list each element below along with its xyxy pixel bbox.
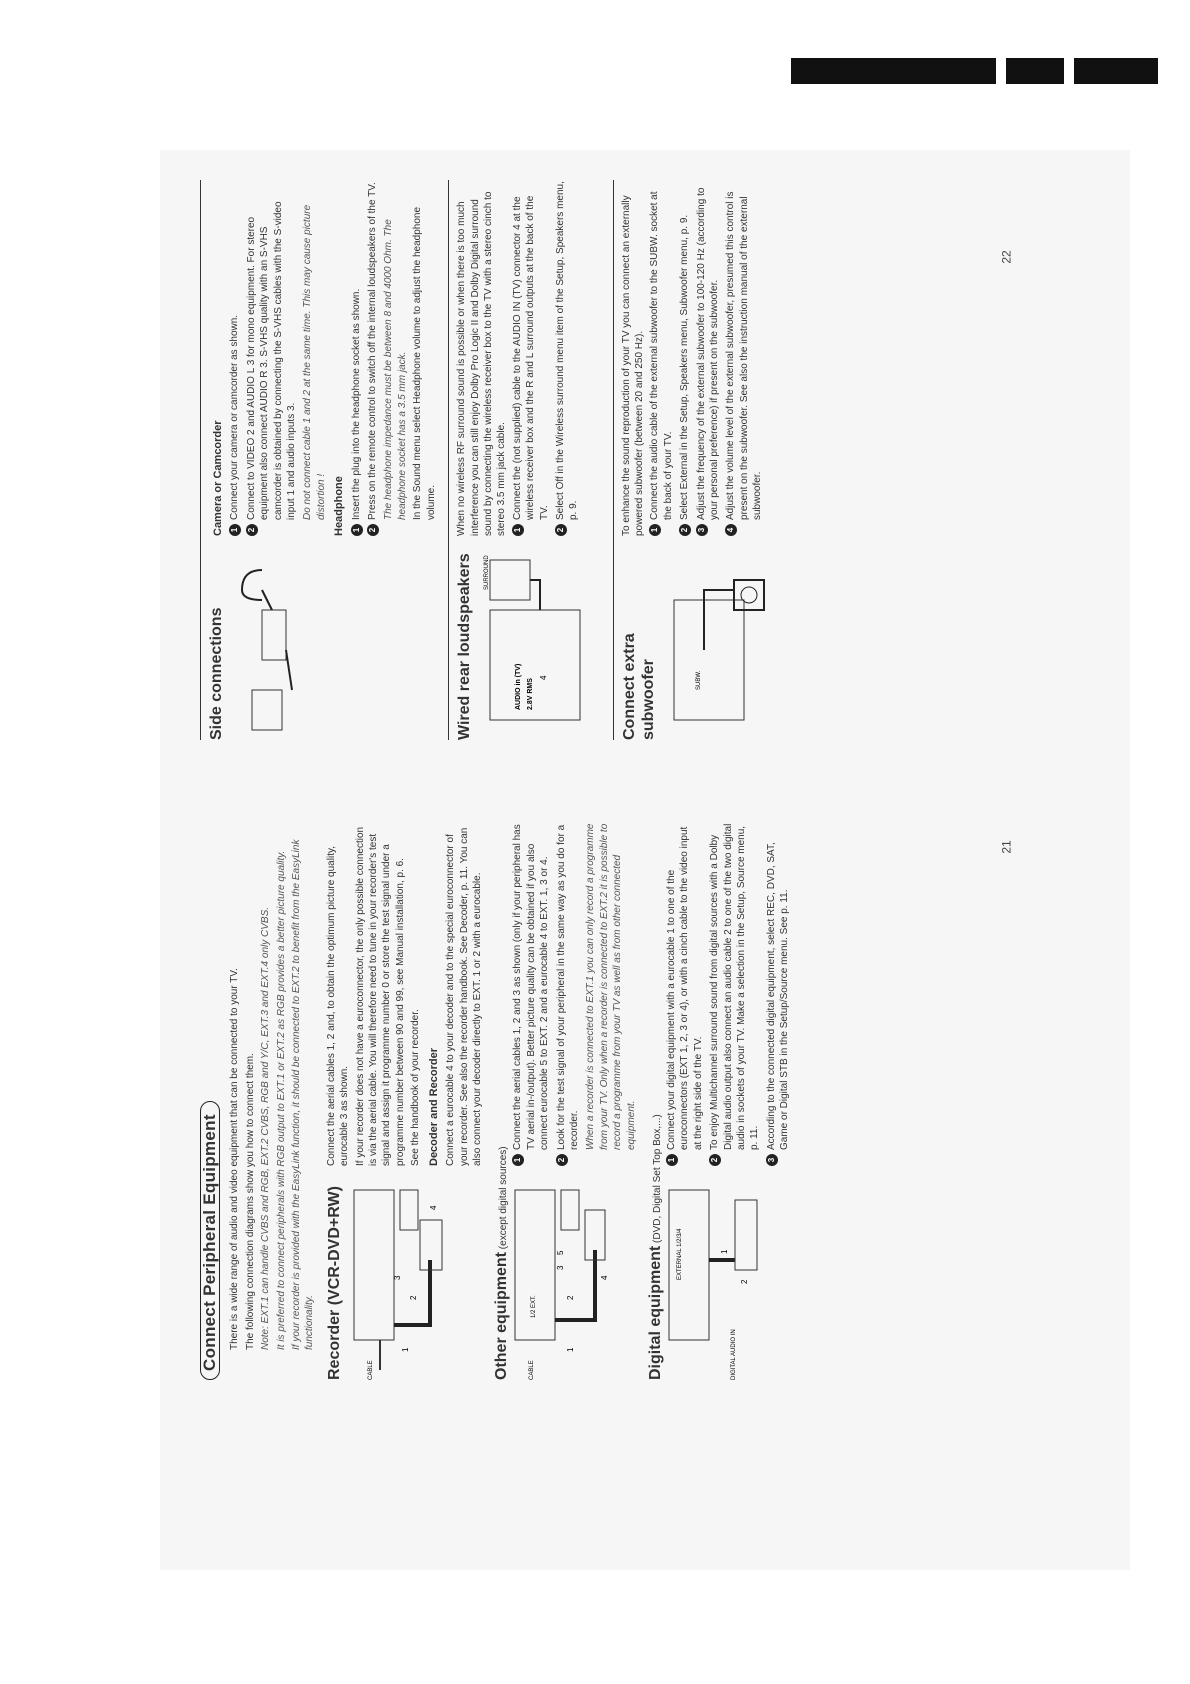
headphone-step: Insert the plug into the headphone socket as shown. — [350, 288, 362, 520]
wired-step: Select Off in the Wireless surround menu item of the Setup, Speakers menu, p. 9. — [554, 181, 580, 520]
fig-label: CABLE — [529, 1360, 536, 1380]
wired-step: Connect the (not supplied) cable to the AUDIO IN (TV) connector 4 at the wireless receiver box and the R and L surround outputs at the back of the TV. — [511, 195, 550, 520]
fig-label: 4 — [600, 1275, 610, 1280]
other-step: Look for the test signal of your peripheral in the same way as you do for a recorder. — [555, 824, 580, 1150]
camera-step: Connect to VIDEO 2 and AUDIO L 3 for mono equipment. For stereo equipment also connect AUDIO R 3. S-VHS quality with an S-VHS camcorder is obtained by connecting the S-VHS cables with the S-video input 1 and audio inputs 3. — [245, 201, 298, 520]
headphone-step: Press on the remote control to switch off the internal loudspeakers of the TV. — [367, 182, 379, 520]
fig-label: 2.8V RMS — [527, 678, 535, 710]
wired-title: Wired rear loudspeakers — [456, 553, 474, 740]
other-subtitle: (except digital sources) — [498, 1146, 510, 1250]
other-title: Other equipment — [493, 1251, 511, 1380]
header-tab-2 — [1006, 58, 1064, 84]
fig-label: 3 — [392, 1275, 402, 1280]
camera-step: Connect your camera or camcorder as shown. — [229, 314, 241, 520]
fig-label: 4 — [428, 1205, 438, 1210]
camera-title: Camera or Camcorder — [212, 420, 224, 536]
digital-subtitle: (DVD, Digital Set Top Box,...) — [651, 1114, 663, 1243]
side-diagram — [232, 550, 322, 740]
note-line: It is preferred to connect peripherals with RGB output to EXT.1 or EXT.2 as RGB provides a better picture quality. — [275, 850, 287, 1350]
recorder-diagram — [350, 1180, 450, 1380]
wired-diagram — [480, 550, 600, 740]
subwoofer-step: Select External in the Setup, Speakers menu, Subwoofer menu, p. 9. — [679, 214, 691, 520]
subwoofer-intro: To enhance the sound reproduction of your TV you can connect an externally powered subwoofer (between 20 and 250 Hz). — [620, 195, 645, 536]
subwoofer-diagram — [664, 550, 774, 740]
other-diagram — [511, 1180, 611, 1380]
fig-label: SURROUND — [484, 555, 491, 590]
page-title: Connect Peripheral Equipment — [200, 1101, 220, 1380]
page-22: Side connections Camera or Camcorder 1 Connect your camera or camcorder as shown. 2 Connect to VIDEO 2 and AUDIO L 3 for mono equipment. For stereo equipment also connect AUDIO R 3. S-VHS quality with an S-VHS camcorder is obtained by connecting the S-VHS cables with the S-video input 1 and audio inputs 3. Do not connect cable 1 and 2 at the same time. This may cause picture distortion ! Headphone 1 Insert the plug into the headphone socket as shown. 2 Press on the remote control to switch off the internal loudspeakers of the TV. The headphone impedance must be between 8 and 4000 Ohm. The headphone socket has a 3.5 mm jack. In the Sound menu select Headphone volume to adjust the headphone volume. Wired rear loudspeakers SURROUND AUDIO in (TV) 2.8V RMS 4 When no wireless RF surround sound is possible or when there is too much interference you can still enjoy Dolby Pro Logic II and Dolby Digital surround sound by connecting the wireless receiver box to the TV with a stereo cinch to stereo 3.5 mm jack cable. 1 Connect the (not supplied) cable to the AUDIO IN (TV) connector 4 at the wireless receiver box and the R and L surround outputs at the back of the TV. 2 Select Off in the Wireless surround menu item of the Setup, Speakers menu, p. 9. Connect extra subwoofer SUBW. To enhance the sound reproduction of your TV you can connect an externally powered subwoofer (between 20 and 250 Hz). 1 Connect the audio cable of the external subwoofer to the SUBW. socket at the back of your TV. 2 Select External in the Setup, Speakers menu, Subwoofer menu, p. 9. 3 Adjust the frequency of the external subwoofer to 100-120 Hz (according to your personal preference) if present on the subwoofer. 4 Adjust the volume level of the external subwoofer, presumed this control is present on the subwoofer. See also the instruction manual of the external subwoofer. — [200, 180, 778, 740]
fig-label: 2 — [566, 1295, 576, 1300]
header-tab-3 — [1074, 58, 1158, 84]
wired-intro: When no wireless RF surround sound is possible or when there is too much interference you can still enjoy Dolby Pro Logic II and Dolby Digital surround sound by connecting the wireless receiver box to the TV with a stereo cinch to stereo 3.5 mm jack cable. — [456, 191, 508, 536]
header-tab-1 — [791, 58, 996, 84]
subwoofer-title: Connect extra subwoofer — [620, 633, 657, 740]
fig-label: 4 — [539, 675, 549, 680]
fig-label: SUBW. — [695, 670, 702, 690]
header-tabs — [791, 58, 1158, 84]
digital-step: Connect your digital equipment with a eurocable 1 to one of the euroconnectors (EXT 1, 2, 3 or 4), or with a cinch cable to the video input at the right side of the TV. — [665, 826, 704, 1150]
headphone-note: The headphone impedance must be between 8 and 4000 Ohm. The headphone socket has a 3.5 mm jack. — [383, 219, 408, 520]
digital-diagram — [665, 1180, 765, 1380]
decoder-text: Connect a eurocable 4 to your decoder and to the special euroconnector of your recorder. See also the recorder handbook. See Decoder, p. 11. You can also connect your decoder directly to EXT. 1 or 2 with a eurocable. — [445, 827, 483, 1166]
note-line: Note: EXT.1 can handle CVBS and RGB, EXT.2 CVBS, RGB and Y/C, EXT.3 and EXT.4 only CVBS. — [260, 906, 272, 1350]
page-21: Connect Peripheral Equipment There is a wide range of audio and video equipment that can be connected to your TV. The following connection diagrams show you how to connect them. Note: EXT.1 can handle CVBS and RGB, EXT.2 CVBS, RGB and Y/C, EXT.3 and EXT.4 only CVBS. It is preferred to connect peripherals with RGB output to EXT.1 or EXT.2 as RGB provides a better picture quality. If your recorder is provided with the EasyLink function, it should be connected to EXT.2 to benefit from the EasyLink functionality. Recorder (VCR-DVD+RW) CABLE 1 2 3 4 Connect the aerial cables 1, 2 and, to obtain the optimum picture quality, eurocable 3 as shown. If your recorder does not have a euroconnector, the only possible connection is via the aerial cable. You will therefore need to tune in your recorder's test signal and assign it programme number 0 or store the test signal under a programme number between 90 and 99, see Manual installation, p. 6. See the handbook of your recorder. Decoder and Recorder Connect a eurocable 4 to your decoder and to the special euroconnector of your recorder. See also the recorder handbook. See Decoder, p. 11. You can also connect your decoder directly to EXT. 1 or 2 with a eurocable. Other equipment (except digital sources) CABLE 1/2 EXT. 1 2 3 4 5 1 Connect the aerial cables 1, 2 and 3 as shown (only if your peripheral has TV aerial in-/output). Better picture quality can be obtained if you also connect eurocable 5 to EXT. 2 and a eurocable 4 to EXT. 1, 3 or 4. 2 Look for the test signal of your peripheral in the same way as you do for a recorder. When a recorder is connected to EXT.1 you can only record a programme from your TV. Only when a recorder is connected to EXT.2 it is possible to record a programme from your TV as well as from other connected equipment. Digital equipment (DVD, Digital Set Top Box,...) EXTERNAL 1/2/3/4 DIGITAL AUDIO IN 1 2 1 Connect your digital equipment with a eurocable 1 to one of the euroconnectors (EXT 1, 2, 3 or 4), or with a cinch cable to the video input at the right side of the TV. 2 To enjoy Multichannel surround sound from digital sources with a Dolby Digital audio output also connect an audio cable 2 to one of the two digital audio in sockets of your TV. Make a selection in the Setup, Source menu, p. 11. 3 According to the connected digital equipment, select REC, DVD, SAT, Game or Digital STB in the Setup/Source menu. See p. 11. — [200, 820, 795, 1380]
recorder-title: Recorder (VCR-DVD+RW) — [325, 1186, 343, 1380]
digital-step: According to the connected digital equipment, select REC, DVD, SAT, Game or Digital STB in the Setup/Source menu. See p. 11. — [765, 842, 791, 1150]
fig-label: DIGITAL AUDIO IN — [730, 1329, 737, 1380]
subwoofer-step: Connect the audio cable of the external subwoofer to the SUBW. socket at the back of your TV. — [649, 191, 674, 520]
page-number-21: 21 — [999, 840, 1014, 854]
recorder-text: See the handbook of your recorder. — [410, 1009, 422, 1166]
other-note: When a recorder is connected to EXT.1 you can only record a programme from your TV. Only when a recorder is connected to EXT.2 it is possible to record a programme from your TV as well as from other connected equipment. — [585, 823, 637, 1150]
recorder-text: If your recorder does not have a euroconnector, the only possible connection is via the aerial cable. You will therefore need to tune in your recorder's test signal and assign it programme number 0 or store the test signal under a programme number between 90 and 99, see Manual installation, p. 6. — [354, 826, 406, 1166]
page-number-22: 22 — [999, 250, 1014, 264]
headphone-extra: In the Sound menu select Headphone volume to adjust the headphone volume. — [412, 206, 437, 520]
fig-label: 1 — [400, 1347, 410, 1352]
scanned-spread — [160, 150, 1130, 1570]
recorder-text: Connect the aerial cables 1, 2 and, to obtain the optimum picture quality, eurocable 3 as shown. — [325, 845, 351, 1166]
camera-note: Do not connect cable 1 and 2 at the same time. This may cause picture distortion ! — [302, 204, 327, 520]
digital-step: To enjoy Multichannel surround sound from digital sources with a Dolby Digital audio output also connect an audio cable 2 to one of the two digital audio in sockets of your TV. Make a selection in the Setup, Source menu, p. 11. — [709, 823, 761, 1150]
side-title: Side connections — [208, 607, 225, 740]
subwoofer-step: Adjust the frequency of the external subwoofer to 100-120 Hz (according to your personal preference) if present on the subwoofer. — [695, 187, 720, 520]
fig-label: AUDIO in (TV) — [515, 663, 523, 710]
subwoofer-step: Adjust the volume level of the external subwoofer, presumed this control is present on the subwoofer. See also the instruction manual of the external subwoofer. — [725, 191, 764, 520]
fig-label: 1/2 EXT. — [531, 1295, 538, 1318]
other-step: Connect the aerial cables 1, 2 and 3 as shown (only if your peripheral has TV aerial in-/output). Better picture quality can be obtained if you also connect eurocable 5 to EXT. 2 and a eurocable 4 to EXT. 1, 3 or 4. — [512, 824, 551, 1150]
fig-label: 1 — [566, 1347, 576, 1352]
intro-line: The following connection diagrams show you how to connect them. — [244, 1053, 256, 1350]
fig-label: 5 — [556, 1250, 566, 1255]
fig-label: 3 — [556, 1265, 566, 1270]
fig-label: EXTERNAL 1/2/3/4 — [676, 1228, 683, 1280]
fig-label: CABLE — [367, 1360, 374, 1380]
fig-label: 2 — [408, 1295, 418, 1300]
decoder-title: Decoder and Recorder — [427, 1048, 440, 1166]
intro-line: There is a wide range of audio and video equipment that can be connected to your TV. — [229, 968, 241, 1350]
fig-label: 2 — [739, 1279, 749, 1284]
fig-label: 1 — [719, 1249, 729, 1254]
note-line: If your recorder is provided with the EasyLink function, it should be connected to EXT.2 to benefit from the EasyLink functionality. — [291, 839, 316, 1350]
digital-title: Digital equipment — [646, 1245, 664, 1380]
headphone-title: Headphone — [333, 476, 346, 536]
